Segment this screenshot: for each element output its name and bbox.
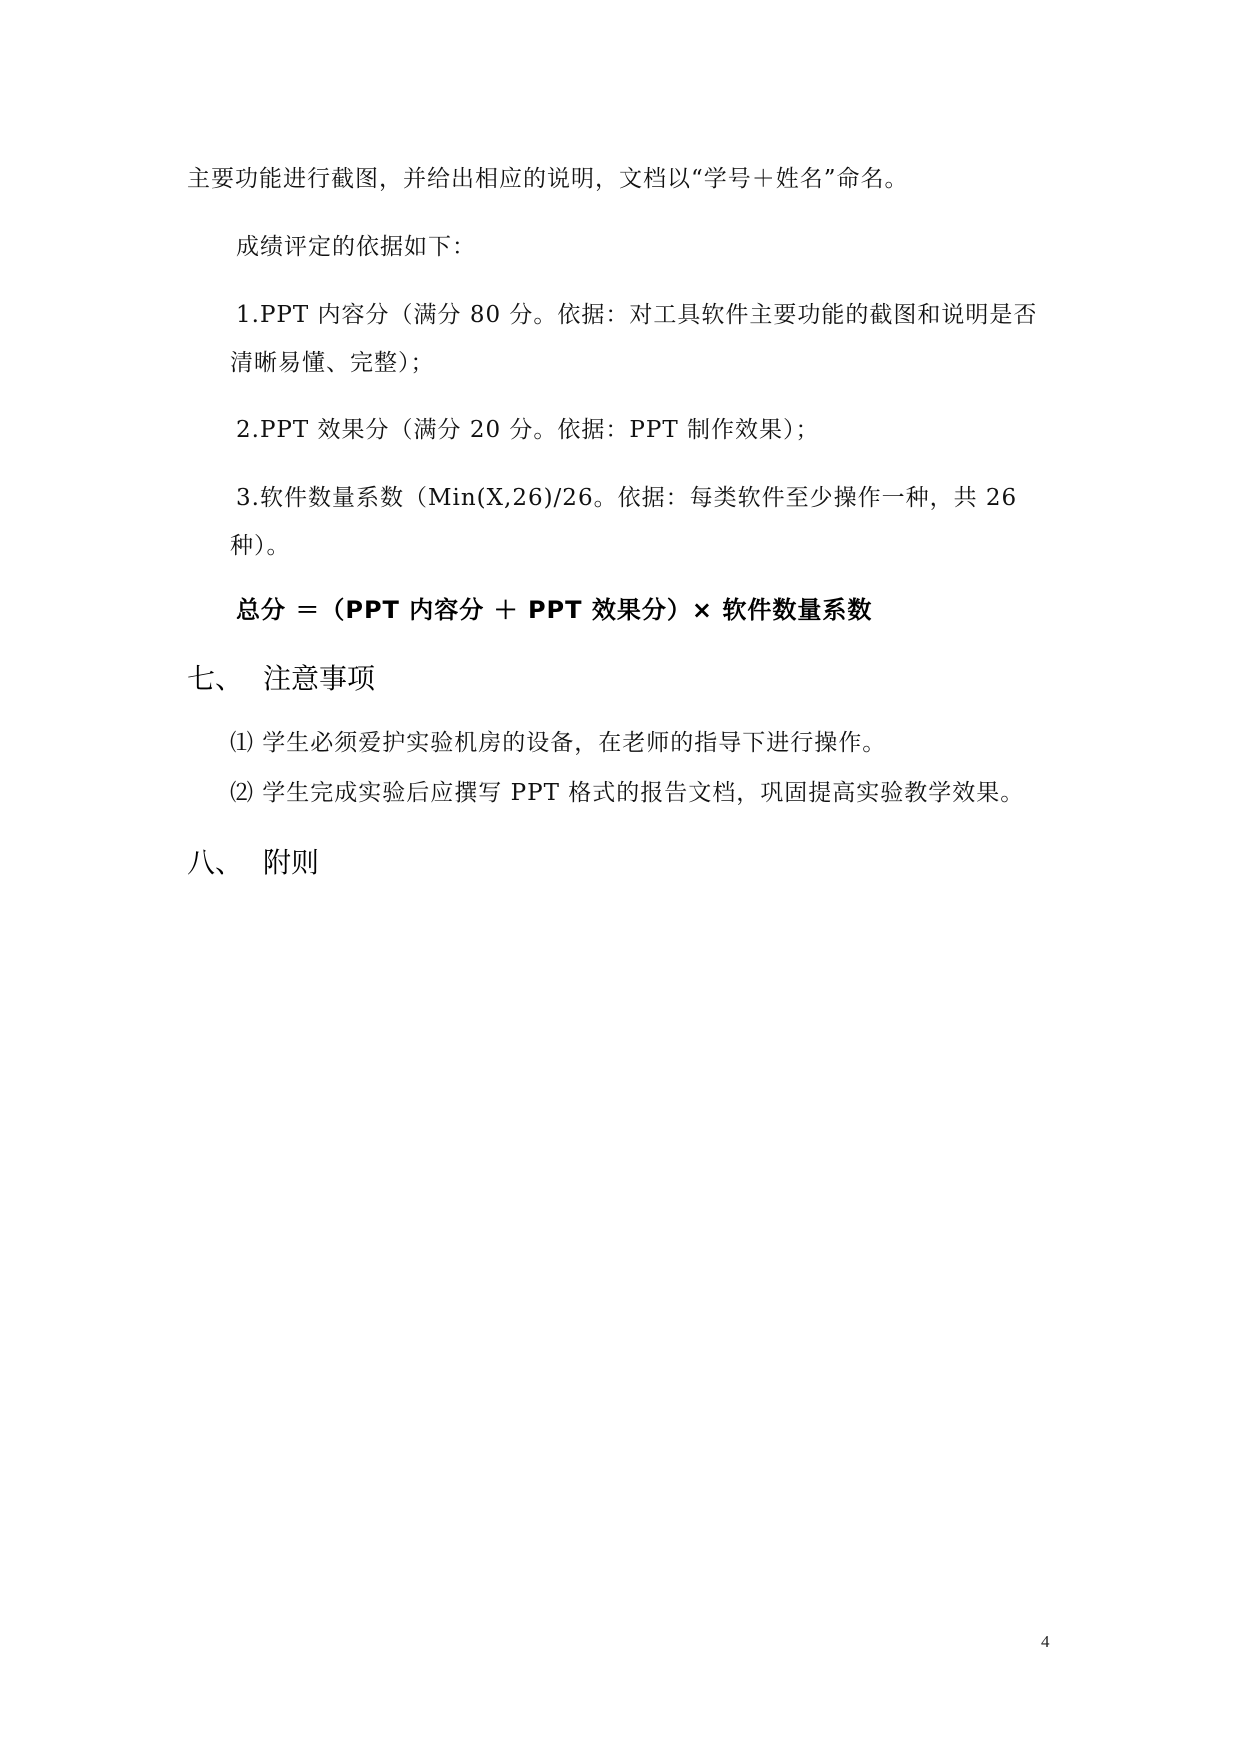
notice-item-1: ⑴ 学生必须爱护实验机房的设备，在老师的指导下进行操作。 xyxy=(230,730,887,756)
criterion-1-line-2: 清晰易懂、完整）； xyxy=(230,350,435,376)
score-formula: 总分 ＝（PPT 内容分 ＋ PPT 效果分）× 软件数量系数 xyxy=(236,596,873,624)
page-number: 4 xyxy=(1041,1632,1050,1651)
section-8-number: 八、 xyxy=(187,846,244,879)
criterion-3-line-1: 3.软件数量系数（Min(X,26)/26。依据：每类软件至少操作一种，共 26 xyxy=(236,485,1018,511)
section-7-number: 七、 xyxy=(187,662,244,695)
section-8-heading xyxy=(187,846,319,880)
criterion-1-line-1: 1.PPT 内容分（满分 80 分。依据：对工具软件主要功能的截图和说明是否 xyxy=(236,302,1038,328)
section-7-title: 注意事项 xyxy=(263,662,376,695)
section-7-heading xyxy=(187,662,375,696)
criterion-3-line-2: 种）。 xyxy=(230,533,291,559)
notice-item-2: ⑵ 学生完成实验后应撰写 PPT 格式的报告文档，巩固提高实验教学效果。 xyxy=(230,780,1025,806)
continuation-paragraph: 主要功能进行截图，并给出相应的说明，文档以“学号＋姓名”命名。 xyxy=(187,166,909,192)
grading-intro: 成绩评定的依据如下： xyxy=(236,234,476,260)
criterion-2: 2.PPT 效果分（满分 20 分。依据：PPT 制作效果）； xyxy=(236,417,820,443)
section-8-title: 附则 xyxy=(263,846,320,879)
